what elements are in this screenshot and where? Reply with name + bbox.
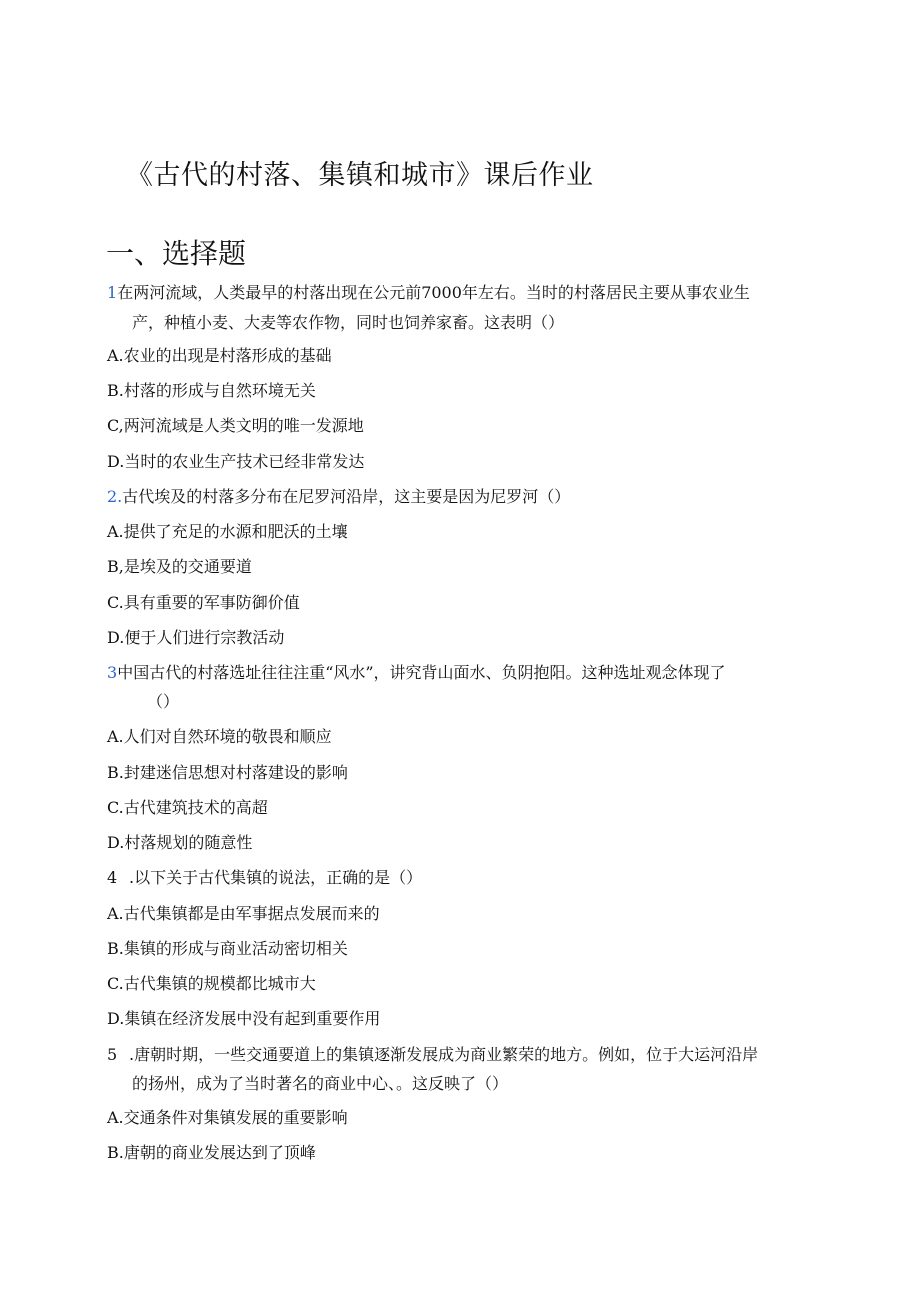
question-3-stem: 3中国古代的村落选址往往注重“风水”，讲究背山面水、负阴抱阳。这种选址观念体现了: [107, 663, 726, 682]
option: C,两河流域是人类文明的唯一发源地: [107, 416, 364, 435]
option: A.提供了充足的水源和肥沃的土壤: [107, 522, 348, 541]
option: D.村落规划的随意性: [107, 833, 253, 852]
option: D.便于人们进行宗教活动: [107, 628, 285, 647]
section-heading: 一、选择题: [106, 237, 247, 270]
option: D.当时的农业生产技术已经非常发达: [107, 452, 365, 471]
option: B.封建迷信思想对村落建设的影响: [107, 763, 348, 782]
option: C.古代建筑技术的高超: [107, 798, 268, 817]
document-title: 《古代的村落、集镇和城市》课后作业: [126, 160, 594, 191]
question-number: 4: [107, 868, 118, 887]
question-1-stem-cont: 产，种植小麦、大麦等农作物，同时也饲养家畜。这表明（）: [132, 313, 565, 332]
question-number: 1: [107, 283, 118, 302]
question-2-stem: 2.古代埃及的村落多分布在尼罗河沿岸，这主要是因为尼罗河（）: [107, 487, 571, 506]
question-number: 3: [107, 663, 118, 682]
option: C.具有重要的军事防御价值: [107, 593, 300, 612]
option: A.交通条件对集镇发展的重要影响: [107, 1108, 348, 1127]
option: A.农业的出现是村落形成的基础: [107, 346, 332, 365]
option: D.集镇在经济发展中没有起到重要作用: [107, 1009, 381, 1028]
option: B.集镇的形成与商业活动密切相关: [107, 939, 348, 958]
question-5-stem-cont: 的扬州，成为了当时著名的商业中心、。这反映了（）: [132, 1074, 509, 1093]
question-3-stem-cont: （）: [147, 692, 180, 711]
question-4-stem: 4 .以下关于古代集镇的说法，正确的是（）: [107, 868, 423, 887]
question-1-stem: 1在两河流域，人类最早的村落出现在公元前7000年左右。当时的村落居民主要从事农业生: [107, 283, 750, 302]
option: B.村落的形成与自然环境无关: [107, 381, 316, 400]
option: A.人们对自然环境的敬畏和顺应: [107, 727, 332, 746]
option: B,是埃及的交通要道: [107, 557, 252, 576]
question-number: 2.: [107, 487, 123, 506]
option: B.唐朝的商业发展达到了顶峰: [107, 1143, 316, 1162]
question-number: 5: [107, 1045, 118, 1064]
question-5-stem: 5 .唐朝时期，一些交通要道上的集镇逐渐发展成为商业繁荣的地方。例如，位于大运河沿岸: [107, 1045, 759, 1064]
option: A.古代集镇都是由军事据点发展而来的: [107, 904, 380, 923]
option: C.古代集镇的规模都比城市大: [107, 974, 316, 993]
